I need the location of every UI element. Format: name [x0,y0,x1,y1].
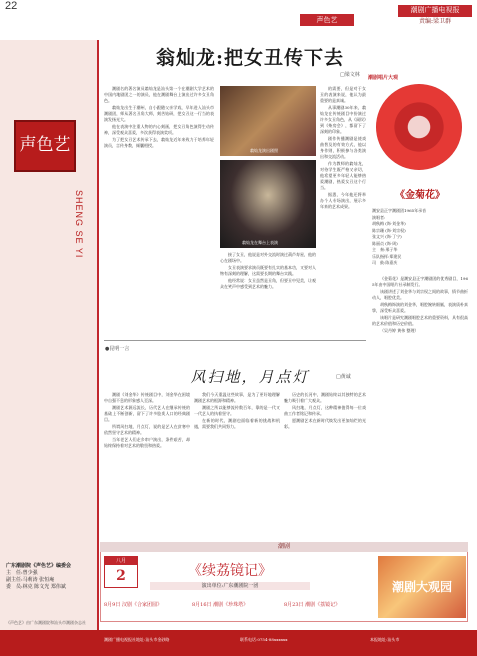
page-footer [0,630,477,656]
vertical-section-text: SHENG SE YI [74,190,84,259]
staff-title: 广东潮剧院《声色艺》编委会 [6,563,72,569]
column-kicker: ●昆明一言 [105,346,130,352]
article2-column-1 [104,392,190,538]
article-column-2 [220,252,316,336]
paragraph: 接了女丑，他说是对外交流时演过葫芦寿星，他的心在剧场中。 [220,252,316,263]
paragraph: 《金菊花》是潮安县正字潮剧团的优秀剧目，1965年由中国唱片社录制发行。 [372,276,468,287]
article2-column-2 [194,392,280,538]
paragraph: 在新的时代，潮剧也面临着新的挑战和机遇，需要我们共同努力。 [194,418,280,429]
paragraph: 胡秋梅饰演的刘金华，唱腔婉转细腻，表演质朴真挚，深受听众喜爱。 [372,302,468,313]
ad-header [100,542,468,552]
paragraph: 为了把女丑艺术传承下去，翁灿龙近年来致力于培养年轻演员，言传身教，倾囊相授。 [104,137,214,148]
section-divider [104,340,366,341]
info-line: 张文兴 (饰·丁宁) [372,234,402,239]
info-line: 陈丽贞 (饰·周) [372,240,398,246]
ad-title: 《续荔镜记》 [188,563,272,579]
ad-schedule-item: 8月16日 潮剧《珍珠塔》 [192,602,249,608]
ad-image-text: 潮剧大观园 [391,580,452,594]
info-line: 潮安县正字潮剧团1965年录音 [372,208,427,213]
paragraph: 风扫地，月点灯，这种精神值得每一位戏曲工作者铭记和传承。 [284,405,366,416]
disc-title: 《金菊花》 [395,190,445,201]
ad-date-badge [104,556,138,588]
article-author: □梁文林 [340,72,360,78]
staff-list [6,570,94,591]
paragraph: 他在表演中注重人物的内心刻画，把女丑角色演得生动传神，深受观众喜爱，多次获得表演奖项。 [104,124,214,135]
ad-header-text: 潮剧 [277,543,290,550]
stage-photo [220,86,316,156]
info-line: 演唱者: [372,214,386,220]
paragraph: 愿潮剧艺术在新时代焕发出更加灿烂的光彩。 [284,418,366,429]
article-column-3 [320,86,366,336]
page-number: 22 [5,0,18,12]
info-line: 司 鼓:陈嘉庆 [372,260,398,265]
seal-text: 声色艺 [19,135,71,155]
paragraph: 他经常说：女丑虽然是丑角，但要丑中见美，让观众在笑声中感受到艺术的魅力。 [220,278,316,289]
article2-author: □黄诚 [336,374,351,380]
left-bottom-note: 《声色艺》由广东潮剧院和汕头市潮剧杂志社 [6,620,86,625]
article2-title: 风扫地，月点灯 [190,368,310,386]
article-column-1 [104,86,214,336]
sidebar-label: 潮剧唱片大观 [368,75,399,81]
staff-line: 主 任:曾少强 [6,570,38,576]
info-line: 胡秋梅 (饰·刘金华) [372,221,406,226]
article2-column-3 [284,392,366,538]
header-ribbon: 潮剧广播电视报 [398,5,472,17]
ad-month: 八月 [105,557,137,565]
divider [97,40,99,640]
paragraph: 该唱片是研究潮剧唱腔艺术的重要资料，具有很高的艺术价值和历史价值。 [372,315,468,326]
paragraph: 所谓风扫地，月点灯，说的是艺人在贫寒中依然坚守艺术的精神。 [104,424,190,435]
info-line: 乐队指挥:郑建民 [372,253,402,259]
paragraph: 潮剧《刘金华》传统剧目中，刘金华在困境中自强不息的形象感人至深。 [104,392,190,403]
paragraph: 潮剧名的著名演员翁灿龙是汕头第一个在潮剧大学艺术的中国内地剧团之一的演员，他在潮剧舞台上演出过许多女丑角色。 [104,86,214,103]
ad-schedule-item: 8月9日 汉剧《合家团圆》 [104,602,162,608]
staff-line: 委 员:林克 陈文光 郑伟斌 [6,584,66,590]
ad-subtitle: 演出单位:广东潮剧院一团 [150,582,310,590]
paragraph: 翁灿龙出生于潮州，自小跟随父亲学戏，早年进入汕头市潮剧团，师从著名丑角大师，刻苦钻研，把女丑这一行当的表演发扬光大。 [104,105,214,122]
photo-caption: 翁灿龙在舞台上表演 [242,240,278,245]
info-line: 陈宗珊 (饰·刘宗权) [372,227,406,233]
paragraph: （吴丹婷 黄伟 整理） [380,328,419,333]
header-editor: 责编:梁卫群 [418,18,452,25]
paragraph: 剧作传播潮剧是使戏曲普及的有效方式，他以身作则，积极参与各类演出和交流活动。 [320,136,366,159]
ad-schedule-item: 8月23日 潮剧《荔镜记》 [284,602,341,608]
footer-mid: 联系电话:0754-88xxxxxx [240,637,288,642]
paragraph: 潮剧之所以能够流传数百年，靠的是一代又一代艺人的执着坚守。 [194,405,280,416]
paragraph: 的需要，但是对于女丑的表演来说，他认为最重要的是真诚。 [320,86,366,103]
paragraph: 从事潮剧30年来，翁灿龙在传统剧目中扮演过许多女丑角色，从《闹钗》到《柴房会》，都留下了深刻的印象。 [320,105,366,134]
footer-right: 本报地址:汕头市 [370,637,400,642]
paragraph: 据悉，今年他还将举办个人专场演出，展示多年来的艺术成果。 [320,192,366,209]
performance-photo [220,160,316,248]
paragraph: 该剧讲述了刘金华与刘宗权之间的故事，情节曲折动人，唱腔优美。 [372,289,468,300]
section-tag: 声色艺 [300,14,354,26]
vinyl-record-image [376,84,462,170]
paragraph: 历史的长河中，潮剧始终以其独特的艺术魅力吸引着广大观众。 [284,392,366,403]
footer-left: 潮剧广播电视报社地址:汕头市金砂路 [104,637,170,642]
article-title: 翁灿龙:把女丑传下去 [155,47,344,69]
disc-info [372,208,468,267]
paragraph: 作为教师的翁灿龙，对待学生既严格又亲切，他希望更多年轻人能够热爱潮剧，热爱女丑这个行当。 [320,161,366,190]
staff-line: 副主任:马莉涛 张恒庵 [6,577,55,583]
info-line: 主 奏:邢子华 [372,247,398,252]
ad-day: 2 [116,568,126,584]
ad-image [378,556,466,618]
paragraph: 当年老艺人们走乡串户演出，条件艰苦，却始终保持着对艺术的敬畏和热爱。 [104,437,190,448]
photo-caption: 翁灿龙演出剧照 [250,148,278,153]
paragraph: 潮剧艺术源远流长，历代艺人在继承传统的基础上不断创新，留下了许多脍炙人口的经典剧目。 [104,405,190,422]
section-seal [14,120,76,172]
paragraph: 我们今天重温这些故事，是为了更好地理解潮剧艺术的根源和精神。 [194,392,280,403]
paragraph: 女丑表演要求演员既要有扎实的基本功，又要对人物有深刻的理解，这需要长期的舞台实践。 [220,265,316,276]
